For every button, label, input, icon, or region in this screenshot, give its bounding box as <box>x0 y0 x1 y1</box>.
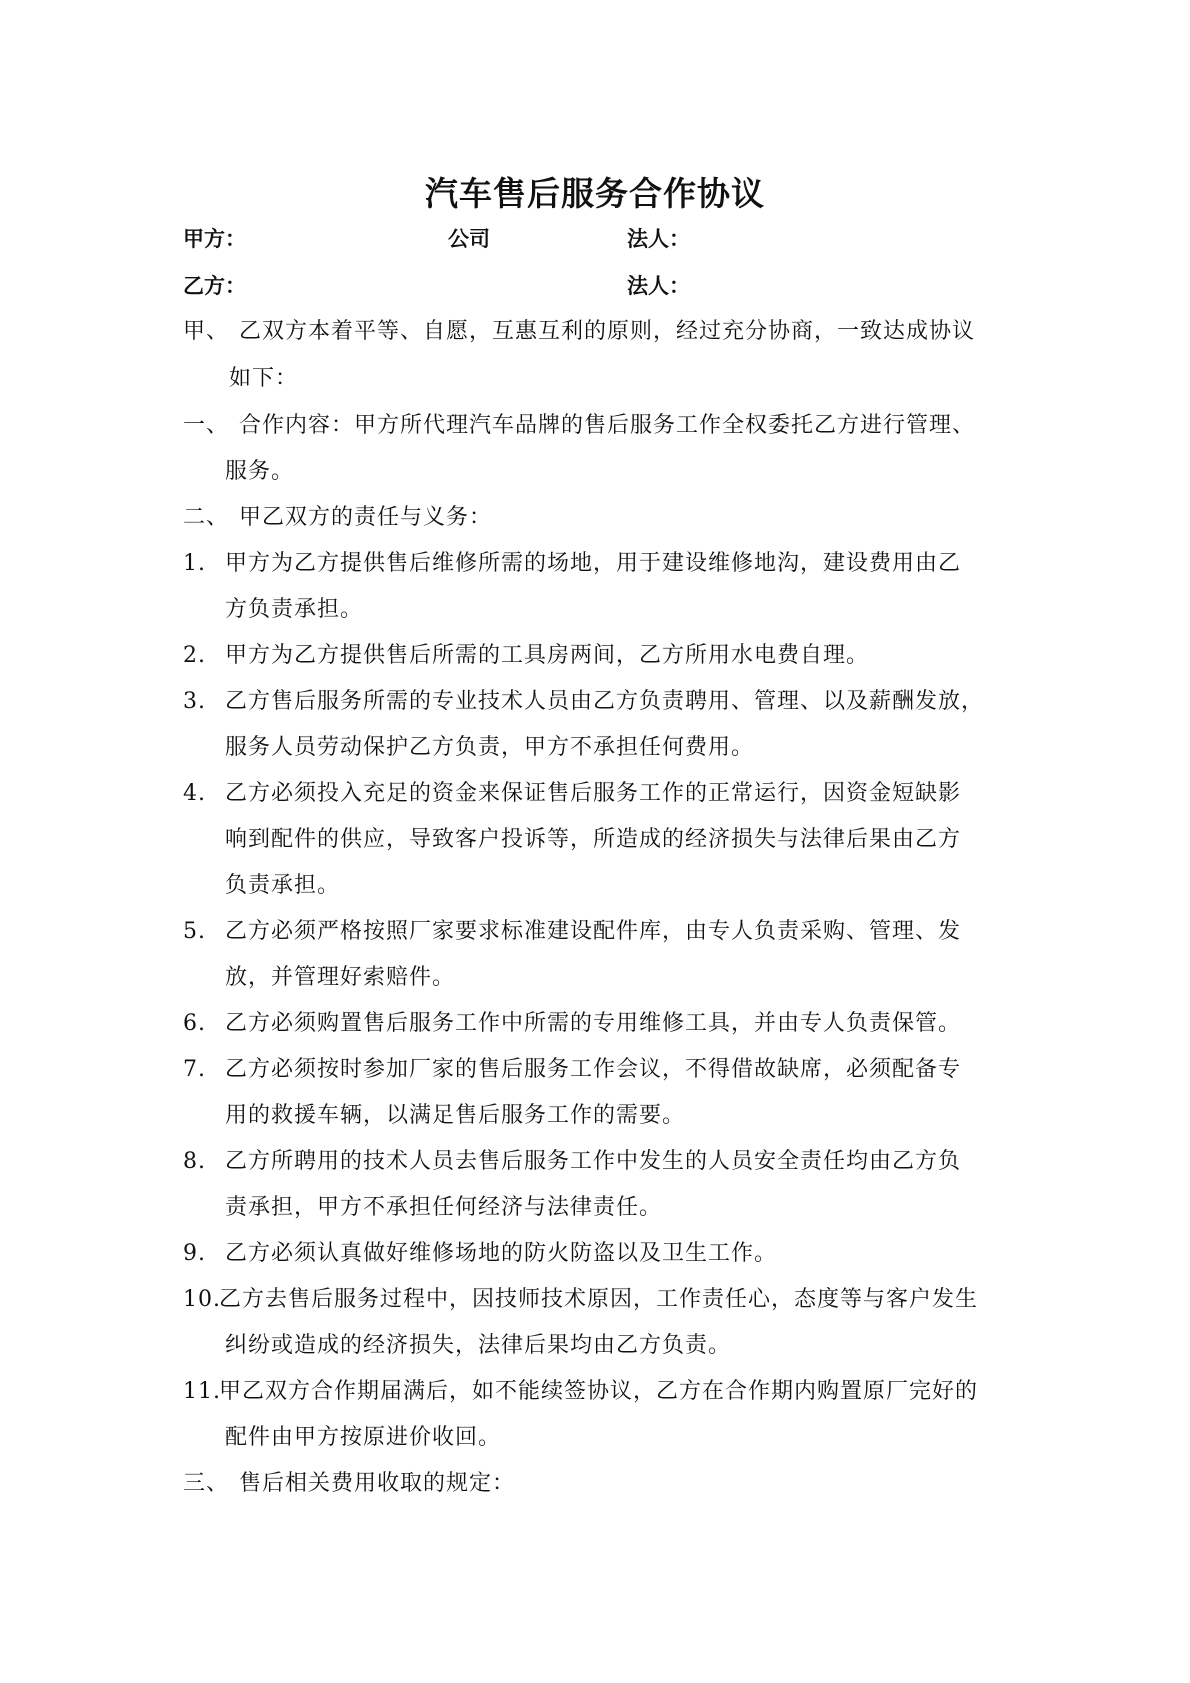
intro-text-2: 如下： <box>229 366 299 391</box>
item-5-line-1: 乙方必须严格按照厂家要求标准建设配件库，由专人负责采购、管理、发 <box>225 919 962 944</box>
item-8-line-2: 责承担，甲方不承担任何经济与法律责任。 <box>225 1195 663 1220</box>
section-3-marker: 三、 <box>183 1471 230 1496</box>
item-7-line-1: 乙方必须按时参加厂家的售后服务工作会议，不得借故缺席，必须配备专 <box>225 1057 962 1082</box>
item-1-line-1: 甲方为乙方提供售后维修所需的场地，用于建设维修地沟，建设费用由乙 <box>225 551 962 576</box>
section-1-text-1: 合作内容：甲方所代理汽车品牌的售后服务工作全权委托乙方进行管理、 <box>239 413 976 438</box>
item-8-number: 8. <box>183 1149 206 1174</box>
list-item-11 <box>183 1374 978 1405</box>
item-2-line-1: 甲方为乙方提供售后所需的工具房两间，乙方所用水电费自理。 <box>225 643 870 668</box>
section-2-marker: 二、 <box>183 505 230 530</box>
intro-marker: 甲、 <box>183 319 230 344</box>
item-3-line-1: 乙方售后服务所需的专业技术人员由乙方负责聘用、管理、以及薪酬发放， <box>225 689 985 714</box>
list-item-8 <box>183 1144 961 1175</box>
list-item-2 <box>183 638 869 669</box>
item-9-line-1: 乙方必须认真做好维修场地的防火防盗以及卫生工作。 <box>225 1241 778 1266</box>
item-5-line-2: 放，并管理好索赔件。 <box>225 965 456 990</box>
item-2-number: 2. <box>183 643 206 668</box>
item-4-line-1: 乙方必须投入充足的资金来保证售后服务工作的正常运行，因资金短缺影 <box>225 781 962 806</box>
list-item-3 <box>183 684 984 715</box>
party-a-label: 甲方： <box>183 226 246 251</box>
item-1-line-2: 方负责承担。 <box>225 597 364 622</box>
item-9-number: 9. <box>183 1241 206 1266</box>
list-item-10 <box>183 1282 978 1313</box>
section-2-heading-text: 甲乙双方的责任与义务： <box>239 505 493 530</box>
intro-text-1: 乙双方本着平等、自愿，互惠互利的原则，经过充分协商，一致达成协议 <box>239 319 976 344</box>
item-8-line-1: 乙方所聘用的技术人员去售后服务工作中发生的人员安全责任均由乙方负 <box>225 1149 962 1174</box>
item-4-line-3: 负责承担。 <box>225 873 341 898</box>
intro-line-1 <box>183 314 975 345</box>
item-10-line-2: 纠纷或造成的经济损失，法律后果均由乙方负责。 <box>225 1333 732 1358</box>
item-11-number: 11. <box>183 1379 221 1404</box>
section-3-heading-text: 售后相关费用收取的规定： <box>239 1471 516 1496</box>
party-a-company: 公司 <box>448 226 490 251</box>
item-6-number: 6. <box>183 1011 206 1036</box>
item-6-line-1: 乙方必须购置售后服务工作中所需的专用维修工具，并由专人负责保管。 <box>225 1011 962 1036</box>
section-1-marker: 一、 <box>183 413 230 438</box>
list-item-9 <box>183 1236 777 1267</box>
section-2-heading <box>183 500 492 531</box>
item-10-number: 10. <box>183 1287 221 1312</box>
item-7-line-2: 用的救援车辆，以满足售后服务工作的需要。 <box>225 1103 686 1128</box>
party-a-legal-label: 法人： <box>627 226 690 251</box>
item-4-number: 4. <box>183 781 206 806</box>
list-item-4 <box>183 776 961 807</box>
document-title: 汽车售后服务合作协议 <box>425 174 765 213</box>
item-4-line-2: 响到配件的供应，导致客户投诉等，所造成的经济损失与法律后果由乙方 <box>225 827 962 852</box>
section-1-line-1 <box>183 408 975 439</box>
list-item-6 <box>183 1006 961 1037</box>
item-3-line-2: 服务人员劳动保护乙方负责，甲方不承担任何费用。 <box>225 735 755 760</box>
list-item-7 <box>183 1052 961 1083</box>
item-5-number: 5. <box>183 919 206 944</box>
item-11-line-2: 配件由甲方按原进价收回。 <box>225 1425 502 1450</box>
section-1-text-2: 服务。 <box>225 459 295 484</box>
item-10-line-1: 乙方去售后服务过程中，因技师技术原因，工作责任心，态度等与客户发生 <box>219 1287 979 1312</box>
item-3-number: 3. <box>183 689 206 714</box>
section-3-heading <box>183 1466 515 1497</box>
party-b-legal-label: 法人： <box>627 273 690 298</box>
item-7-number: 7. <box>183 1057 206 1082</box>
list-item-5 <box>183 914 961 945</box>
item-11-line-1: 甲乙双方合作期届满后，如不能续签协议，乙方在合作期内购置原厂完好的 <box>219 1379 979 1404</box>
party-b-label: 乙方： <box>183 273 246 298</box>
list-item-1 <box>183 546 961 577</box>
item-1-number: 1. <box>183 551 206 576</box>
